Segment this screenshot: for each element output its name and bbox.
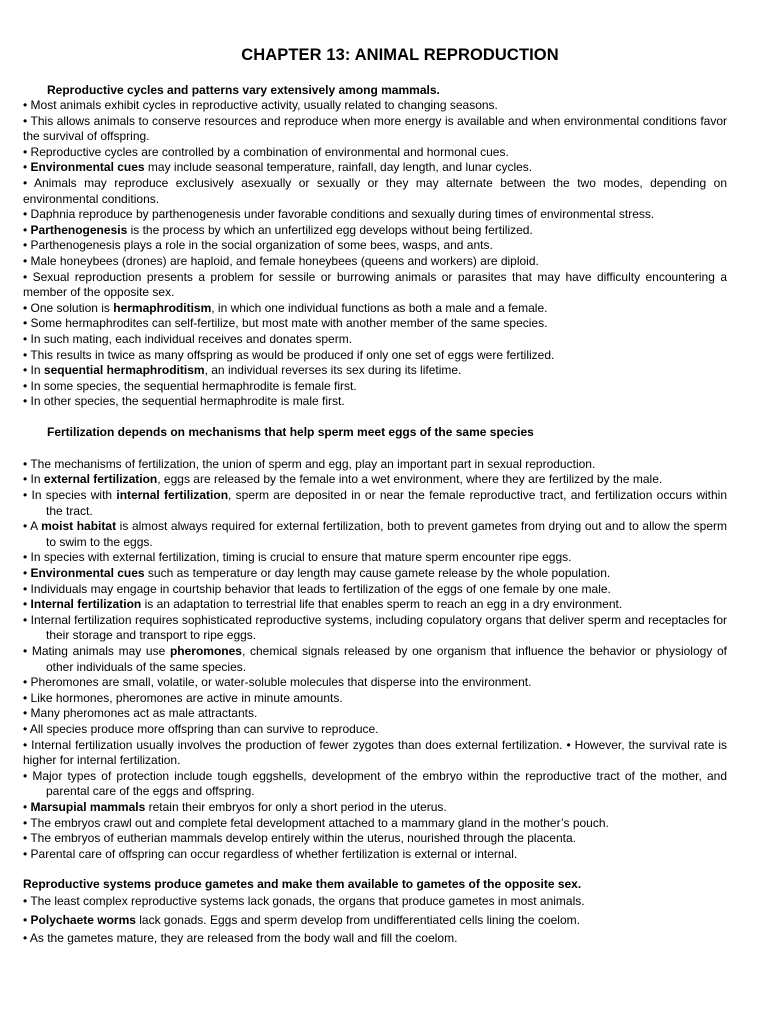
section-heading: Reproductive cycles and patterns vary extensively among mammals. [47, 83, 440, 97]
text-run: • All species produce more offspring than can survive to reproduce. [23, 721, 379, 736]
text-run: • One solution is [23, 300, 114, 315]
bullet-paragraph [23, 207, 727, 223]
text-run: • [23, 160, 31, 175]
text-run: • In such mating, each individual receives and donates sperm. [23, 331, 353, 346]
bullet-paragraph [23, 269, 731, 301]
text-run: is an adaptation to terrestrial life that enables sperm to reach an egg in a dry environment. [141, 597, 623, 612]
text-run: • [23, 566, 31, 581]
text-run: • [23, 799, 31, 814]
bullet-paragraph [23, 488, 731, 519]
text-run: • Sexual reproduction presents a problem for sessile or burrowing animals or parasites that may have difficulty encountering a member of the opposite sex. [23, 269, 731, 300]
bold-term: moist habitat [41, 519, 117, 534]
text-run: • Most animals exhibit cycles in reproductive activity, usually related to changing seasons. [23, 98, 498, 112]
document-body [23, 82, 731, 948]
text-run: • This results in twice as many offspring as would be produced if only one set of eggs were fertilized. [23, 347, 555, 362]
text-run: • This allows animals to conserve resources and reproduce when more energy is available and when environmental conditions favor the survival of offspring. [23, 113, 731, 144]
bullet-paragraph [23, 911, 727, 930]
bullet-paragraph [23, 472, 727, 488]
bullet-paragraph [23, 160, 727, 176]
bullet-paragraph [23, 316, 727, 332]
text-run: • As the gametes mature, they are released from the body wall and fill the coelom. [23, 931, 458, 946]
bold-term: sequential hermaphroditism [43, 363, 205, 378]
bullet-paragraph [23, 582, 727, 598]
bullet-paragraph [23, 394, 727, 410]
bold-term: Environmental cues [30, 566, 145, 581]
bullet-paragraph [23, 644, 731, 675]
text-run: • Parental care of offspring can occur regardless of whether fertilization is external or internal. [23, 846, 518, 861]
text-run: • Like hormones, pheromones are active in minute amounts. [23, 690, 343, 705]
bullet-paragraph [23, 768, 731, 800]
bullet-paragraph [23, 254, 727, 270]
bullet-paragraph [23, 706, 727, 722]
bullet-paragraph [23, 98, 727, 114]
text-run: • In other species, the sequential hermaphrodite is male first. [23, 394, 345, 409]
text-run: • Individuals may engage in courtship behavior that leads to fertilization of the eggs of one female by one male. [23, 581, 611, 596]
text-run: such as temperature or day length may cause gamete release by the whole population. [144, 566, 611, 581]
bullet-paragraph [23, 113, 731, 145]
bullet-paragraph [23, 519, 731, 550]
text-run: • In [23, 363, 44, 378]
text-run: • Internal fertilization requires sophisticated reproductive systems, including copulatory organs that deliver sperm and receptacles for their storage and transport to ripe eggs. [23, 612, 731, 643]
bold-term: Parthenogenesis [30, 222, 128, 237]
bullet-paragraph [23, 831, 727, 847]
text-run: • Some hermaphrodites can self-fertilize, but most mate with another member of the same species. [23, 316, 548, 331]
section-1 [23, 82, 731, 410]
bullet-paragraph [23, 223, 727, 239]
text-run: • Major types of protection include tough eggshells, development of the embryo within the reproductive tract of the mother, and parental care of the eggs and offspring. [23, 768, 731, 799]
bold-term: Environmental cues [30, 160, 145, 175]
text-run: • Reproductive cycles are controlled by a combination of environmental and hormonal cues. [23, 144, 509, 159]
text-run: • In [23, 472, 44, 487]
bullet-paragraph [23, 816, 727, 832]
bullet-paragraph [23, 175, 731, 207]
text-run: • In species with [23, 488, 117, 503]
bullet-paragraph [23, 847, 727, 863]
section-3 [23, 876, 727, 948]
bullet-paragraph [23, 675, 727, 691]
text-run: , eggs are released by the female into a wet environment, where they are fertilized by the male. [157, 472, 663, 487]
bullet-paragraph [23, 238, 727, 254]
text-run: • Animals may reproduce exclusively asexually or sexually or they may alternate between the two modes, depending on environmental conditions. [23, 175, 731, 206]
bullet-paragraph [23, 612, 731, 644]
text-run: • Male honeybees (drones) are haploid, and female honeybees (queens and workers) are diploid. [23, 253, 539, 268]
text-run: • A [23, 519, 42, 534]
text-run: , in which one individual functions as both a male and a female. [211, 300, 548, 315]
bullet-paragraph [23, 363, 727, 379]
bullet-paragraph [23, 145, 727, 161]
text-run: • Mating animals may use [23, 644, 170, 658]
bullet-paragraph [23, 892, 727, 911]
bullet-paragraph [23, 737, 731, 769]
text-run: • The mechanisms of fertilization, the union of sperm and egg, play an important part in sexual reproduction. [23, 456, 596, 471]
bold-term: hermaphroditism [113, 300, 212, 315]
text-run: • The least complex reproductive systems lack gonads, the organs that produce gametes in most animals. [23, 894, 585, 909]
bold-term: external fertilization [43, 472, 158, 487]
text-run: , an individual reverses its sex during its lifetime. [204, 363, 462, 378]
bold-term: Polychaete worms [30, 912, 136, 927]
chapter-title: CHAPTER 13: ANIMAL REPRODUCTION [241, 46, 559, 64]
text-run: • The embryos of eutherian mammals develop entirely within the uterus, nourished through the placenta. [23, 831, 576, 846]
text-run: , chemical signals released by one organism that influence the behavior or physiology of other individuals of the same species. [46, 644, 731, 674]
bold-term: Internal fertilization [30, 597, 142, 612]
bullet-paragraph [23, 691, 727, 707]
text-run: , sperm are deposited in or near the female reproductive tract, and fertilization occurs within the tract. [46, 488, 731, 518]
text-run: may include seasonal temperature, rainfall, day length, and lunar cycles. [144, 160, 533, 175]
text-run: • [23, 597, 31, 612]
bullet-paragraph [23, 457, 727, 473]
text-run: • In species with external fertilization, timing is crucial to ensure that mature sperm encounter ripe eggs. [23, 550, 572, 565]
bold-term: Marsupial mammals [30, 799, 146, 814]
bullet-paragraph [23, 566, 727, 582]
text-run: • The embryos crawl out and complete fetal development attached to a mammary gland in the mother’s pouch. [23, 815, 609, 830]
bullet-paragraph [23, 722, 727, 738]
bold-term: pheromones [169, 644, 242, 658]
bullet-paragraph [23, 550, 727, 566]
section-heading: Fertilization depends on mechanisms that help sperm meet eggs of the same species [47, 424, 534, 439]
text-run: • In some species, the sequential hermaphrodite is female first. [23, 378, 357, 393]
text-run: • Parthenogenesis plays a role in the social organization of some bees, wasps, and ants. [23, 238, 493, 253]
bullet-paragraph [23, 348, 727, 364]
section-2 [23, 424, 731, 862]
text-run: is the process by which an unfertilized egg develops without being fertilized. [127, 222, 533, 237]
text-run: is almost always required for external fertilization, both to prevent gametes from drying out and to allow the sperm to swim to the eggs. [46, 519, 731, 549]
bold-term: internal fertilization [116, 488, 229, 503]
text-run: • [23, 222, 31, 237]
text-run: retain their embryos for only a short period in the uterus. [145, 799, 447, 814]
bullet-paragraph [23, 929, 727, 948]
text-run: • Pheromones are small, volatile, or water-soluble molecules that disperse into the environment. [23, 675, 532, 690]
text-run: • Internal fertilization usually involves the production of fewer zygotes than does external fertilization. • However, the survival rate is higher for internal fertilization. [23, 737, 731, 768]
bullet-paragraph [23, 597, 727, 613]
text-run: • [23, 912, 31, 927]
bullet-paragraph [23, 800, 727, 816]
bullet-paragraph [23, 379, 727, 395]
section-heading: Reproductive systems produce gametes and make them available to gametes of the opposite sex. [23, 877, 582, 892]
text-run: lack gonads. Eggs and sperm develop from undifferentiated cells lining the coelom. [135, 912, 580, 927]
bullet-paragraph [23, 332, 727, 348]
bullet-paragraph [23, 301, 727, 317]
text-run: • Daphnia reproduce by parthenogenesis under favorable conditions and sexually during times of environmental stress. [23, 207, 655, 222]
text-run: • Many pheromones act as male attractants. [23, 706, 258, 721]
